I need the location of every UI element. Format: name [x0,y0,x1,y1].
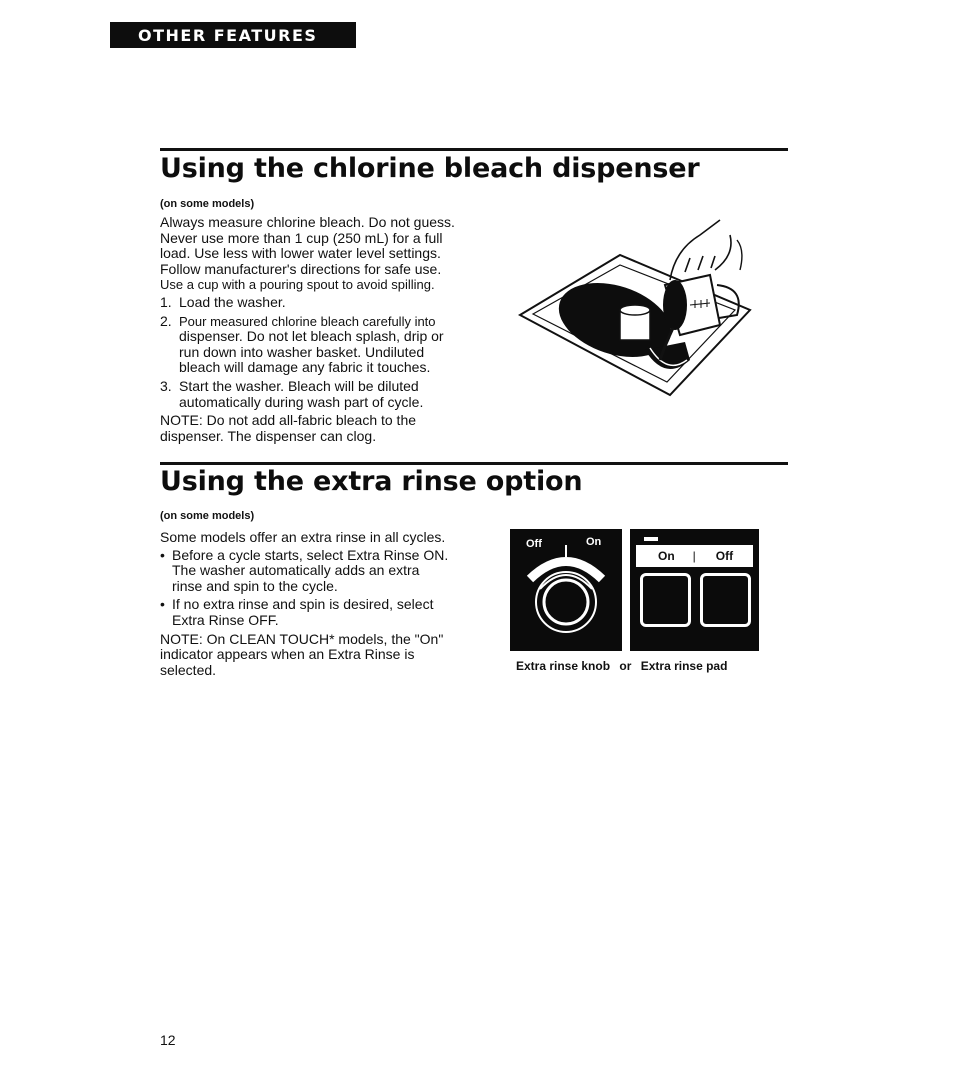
extra-rinse-knob-panel [510,529,622,651]
bleach-section-title: Using the chlorine bleach dispenser [160,153,700,184]
bleach-pouring-illustration [505,210,765,405]
bullet-line: If no extra rinse and spin is desired, select [172,596,434,613]
page-number: 12 [160,1032,176,1048]
step-number: 1. [160,293,172,310]
bleach-intro-line: Never use more than 1 cup (250 mL) for a full [160,229,443,246]
bullet-line: The washer automatically adds an extra [172,562,420,579]
step-number: 2. [160,312,172,329]
pad-label-strip [636,545,753,567]
caption-or: or [619,659,632,673]
step-line: Pour measured chlorine bleach carefully into [179,313,436,329]
bullet: • [160,596,165,613]
note-line: On CLEAN TOUCH* models, the "On" [206,630,444,647]
bullet-line: Extra Rinse OFF. [172,611,279,628]
bleach-intro-line: load. Use less with lower water level settings. [160,245,441,262]
step-line: Load the washer. [179,293,286,310]
list-item [160,314,480,376]
pad-off-button[interactable] [700,573,751,627]
rinse-section-title: Using the extra rinse option [160,466,583,497]
section-rule [160,462,788,465]
bullet-line: rinse and spin to the cycle. [172,577,338,594]
indicator-light [644,537,658,541]
step-number: 3. [160,377,172,394]
note-line: dispenser. The dispenser can clog. [160,427,377,444]
rinse-subtitle: (on some models) [160,510,255,522]
section-rule [160,148,788,151]
step-line: bleach will damage any fabric it touches. [179,359,431,376]
note-label: NOTE: [160,630,203,647]
list-item [160,597,480,628]
section-tab [110,22,356,48]
step-line: dispenser. Do not let bleach splash, drip or [179,328,444,345]
note-line: Do not add all-fabric bleach to the [206,412,417,429]
bullet-line: Before a cycle starts, select Extra Rinse ON. [172,546,449,563]
pad-off-label: Off [715,549,734,563]
caption-knob: Extra rinse knob [516,659,611,673]
list-item [160,379,480,410]
knob-off-label: Off [526,538,542,550]
step-line: automatically during wash part of cycle. [179,393,424,410]
bleach-intro-line: Use a cup with a pouring spout to avoid spilling. [160,277,435,293]
bleach-intro-line: Follow manufacturer's directions for safe use. [160,260,442,277]
list-item [160,295,480,311]
rinse-knob-icon[interactable] [510,529,622,651]
caption-pad: Extra rinse pad [640,659,728,673]
bleach-steps [160,295,480,410]
step-line: Start the washer. Bleach will be diluted [179,377,419,394]
rinse-body [160,530,480,678]
bleach-note [160,413,480,429]
pad-on-button[interactable] [640,573,691,627]
rinse-intro: Some models offer an extra rinse in all cycles. [160,529,446,545]
pad-on-label: On [658,549,675,563]
section-tab-label: OTHER FEATURES [138,25,318,45]
note-label: NOTE: [160,412,203,429]
note-line: indicator appears when an Extra Rinse is [160,646,415,663]
pad-divider: | [692,549,696,563]
knob-on-label: On [586,536,602,548]
bleach-subtitle: (on some models) [160,198,255,210]
rinse-bullets [160,548,480,629]
rinse-note [160,632,480,648]
bleach-intro-line: Always measure chlorine bleach. Do not guess. [160,214,455,230]
bleach-body [160,215,480,444]
note-line: selected. [160,661,217,678]
extra-rinse-pad-panel [630,529,759,651]
step-line: run down into washer basket. Undiluted [179,343,425,360]
bullet: • [160,546,165,563]
figure-caption [516,659,727,673]
list-item [160,548,480,595]
